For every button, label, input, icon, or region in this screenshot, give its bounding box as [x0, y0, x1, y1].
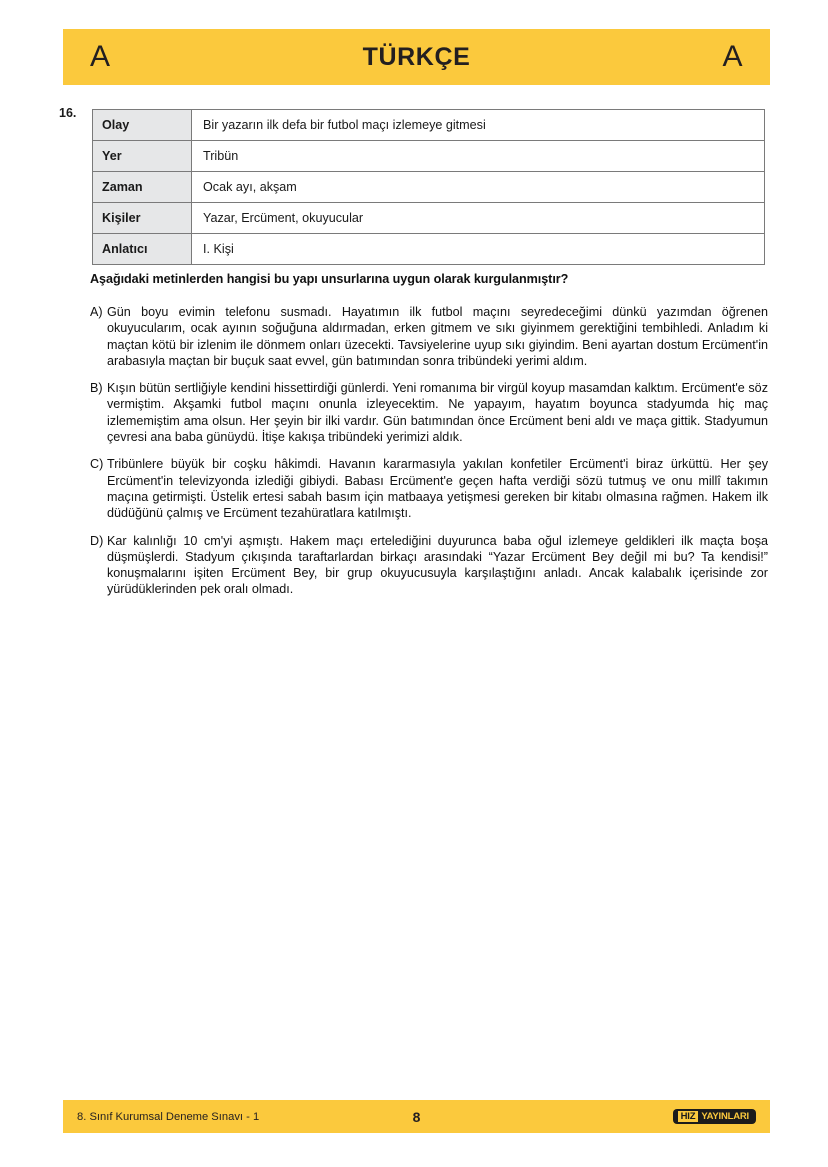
answer-option-c[interactable] [90, 456, 768, 521]
option-text-b: Kışın bütün sertliğiyle kendini hissettirdiği günlerdi. Yeni romanıma bir virgül koyup masamdan kalktım. Ercüment'e söz vermiştim. Akşamki futbol maçını onunla izleyecektim. Ne yapayım, hayatım boyunca stadyumda hiç maç izlememiştim ama olsun. Her şeyin bir ilki vardır. Gün batımından önce Ercüment beni aldı ve maça gittik. Stadyumun çevresi ana baba günüydü. İtişe kakışa tribündeki yerimizi aldık. [107, 381, 768, 445]
option-text-a: Gün boyu evimin telefonu susmadı. Hayatımın ilk futbol maçını seyredeceğimi dünkü yazımdan öğrenen okuyucularım, ocak ayının soğuğuna aldırmadan, erken gitmem ve sıkı giyinmem gerektiğini tembihledi. Anladım ki maçtan kötü bir izlenim ile dönmem onları üzecekti. Tavsiyelerine uyup sıkı giyindim. Beni ayartan dostum Ercüment'in arabasıyla maçtan bir buçuk saat evvel, gün batımından sonra tribündeki yerimi aldım. [107, 305, 768, 368]
answer-option-a[interactable] [90, 304, 768, 369]
table-row [93, 110, 765, 141]
option-text-c: Tribünlere büyük bir coşku hâkimdi. Havanın kararmasıyla yakılan konfetiler Ercüment'i biraz ürküttü. Her şey Ercüment'in televizyonda izlediği gibiydi. Babası Ercüment'e geçen hafta verdiği sözü tutmuş ve onu millî takımın maçına getirmişti. Üstelik ertesi sabah basım için matbaaya yetişmesi gereken bir kitabı olmasına rağmen. Hakem ilk düdüğünü çalmış ve Ercüment tezahüratlara katılmıştı. [107, 457, 768, 521]
header-booklet-letter-right: A [722, 40, 743, 73]
page-title: TÜRKÇE [362, 42, 471, 71]
table-row-value: Bir yazarın ilk defa bir futbol maçı izlemeye gitmesi [192, 110, 765, 141]
page-footer-band [63, 1100, 770, 1133]
page-header-band [63, 29, 770, 85]
option-letter-d: D) [90, 533, 104, 548]
table-row-value: Tribün [192, 141, 765, 172]
story-elements-table [92, 109, 765, 265]
answer-option-b[interactable] [90, 380, 768, 445]
answer-option-d[interactable] [90, 533, 768, 598]
publisher-logo [673, 1109, 756, 1125]
table-row-label: Olay [93, 110, 192, 141]
table-row-value: I. Kişi [192, 234, 765, 265]
publisher-logo-mark: HIZ [678, 1111, 699, 1123]
publisher-logo-text: YAYINLARI [701, 1110, 749, 1122]
table-row [93, 141, 765, 172]
option-text-d: Kar kalınlığı 10 cm'yi aşmıştı. Hakem maçı ertelediğini duyurunca baba oğul izlemeye geldikleri ilk maçta boşa düşmüşlerdi. Stadyum çıkışında taraftarlardan birkaçı arasındaki “Yazar Ercüment Bey değil mi bu? Ta kendisi!” konuşmalarını işiten Ercüment Bey, bir grup okuyucusuyla karşılaştığını anladı. Ancak kalabalık içerisinde zor yürüdüklerinden pek oralı olmadı. [107, 533, 768, 597]
header-booklet-letter-left: A [90, 40, 111, 73]
table-row-value: Yazar, Ercüment, okuyucular [192, 203, 765, 234]
answer-options-list [90, 304, 768, 598]
table-row [93, 203, 765, 234]
page-number: 8 [412, 1108, 421, 1125]
table-row-label: Kişiler [93, 203, 192, 234]
option-letter-b: B) [90, 381, 103, 396]
footer-exam-name: 8. Sınıf Kurumsal Deneme Sınavı - 1 [77, 1110, 260, 1123]
table-row-label: Anlatıcı [93, 234, 192, 265]
table-row [93, 172, 765, 203]
question-prompt: Aşağıdaki metinlerden hangisi bu yapı unsurlarına uygun olarak kurgulanmıştır? [90, 272, 569, 286]
table-row-label: Yer [93, 141, 192, 172]
table-row-value: Ocak ayı, akşam [192, 172, 765, 203]
table-row-label: Zaman [93, 172, 192, 203]
question-number: 16. [59, 106, 77, 120]
table-row [93, 234, 765, 265]
option-letter-c: C) [90, 457, 104, 472]
option-letter-a: A) [90, 305, 103, 319]
